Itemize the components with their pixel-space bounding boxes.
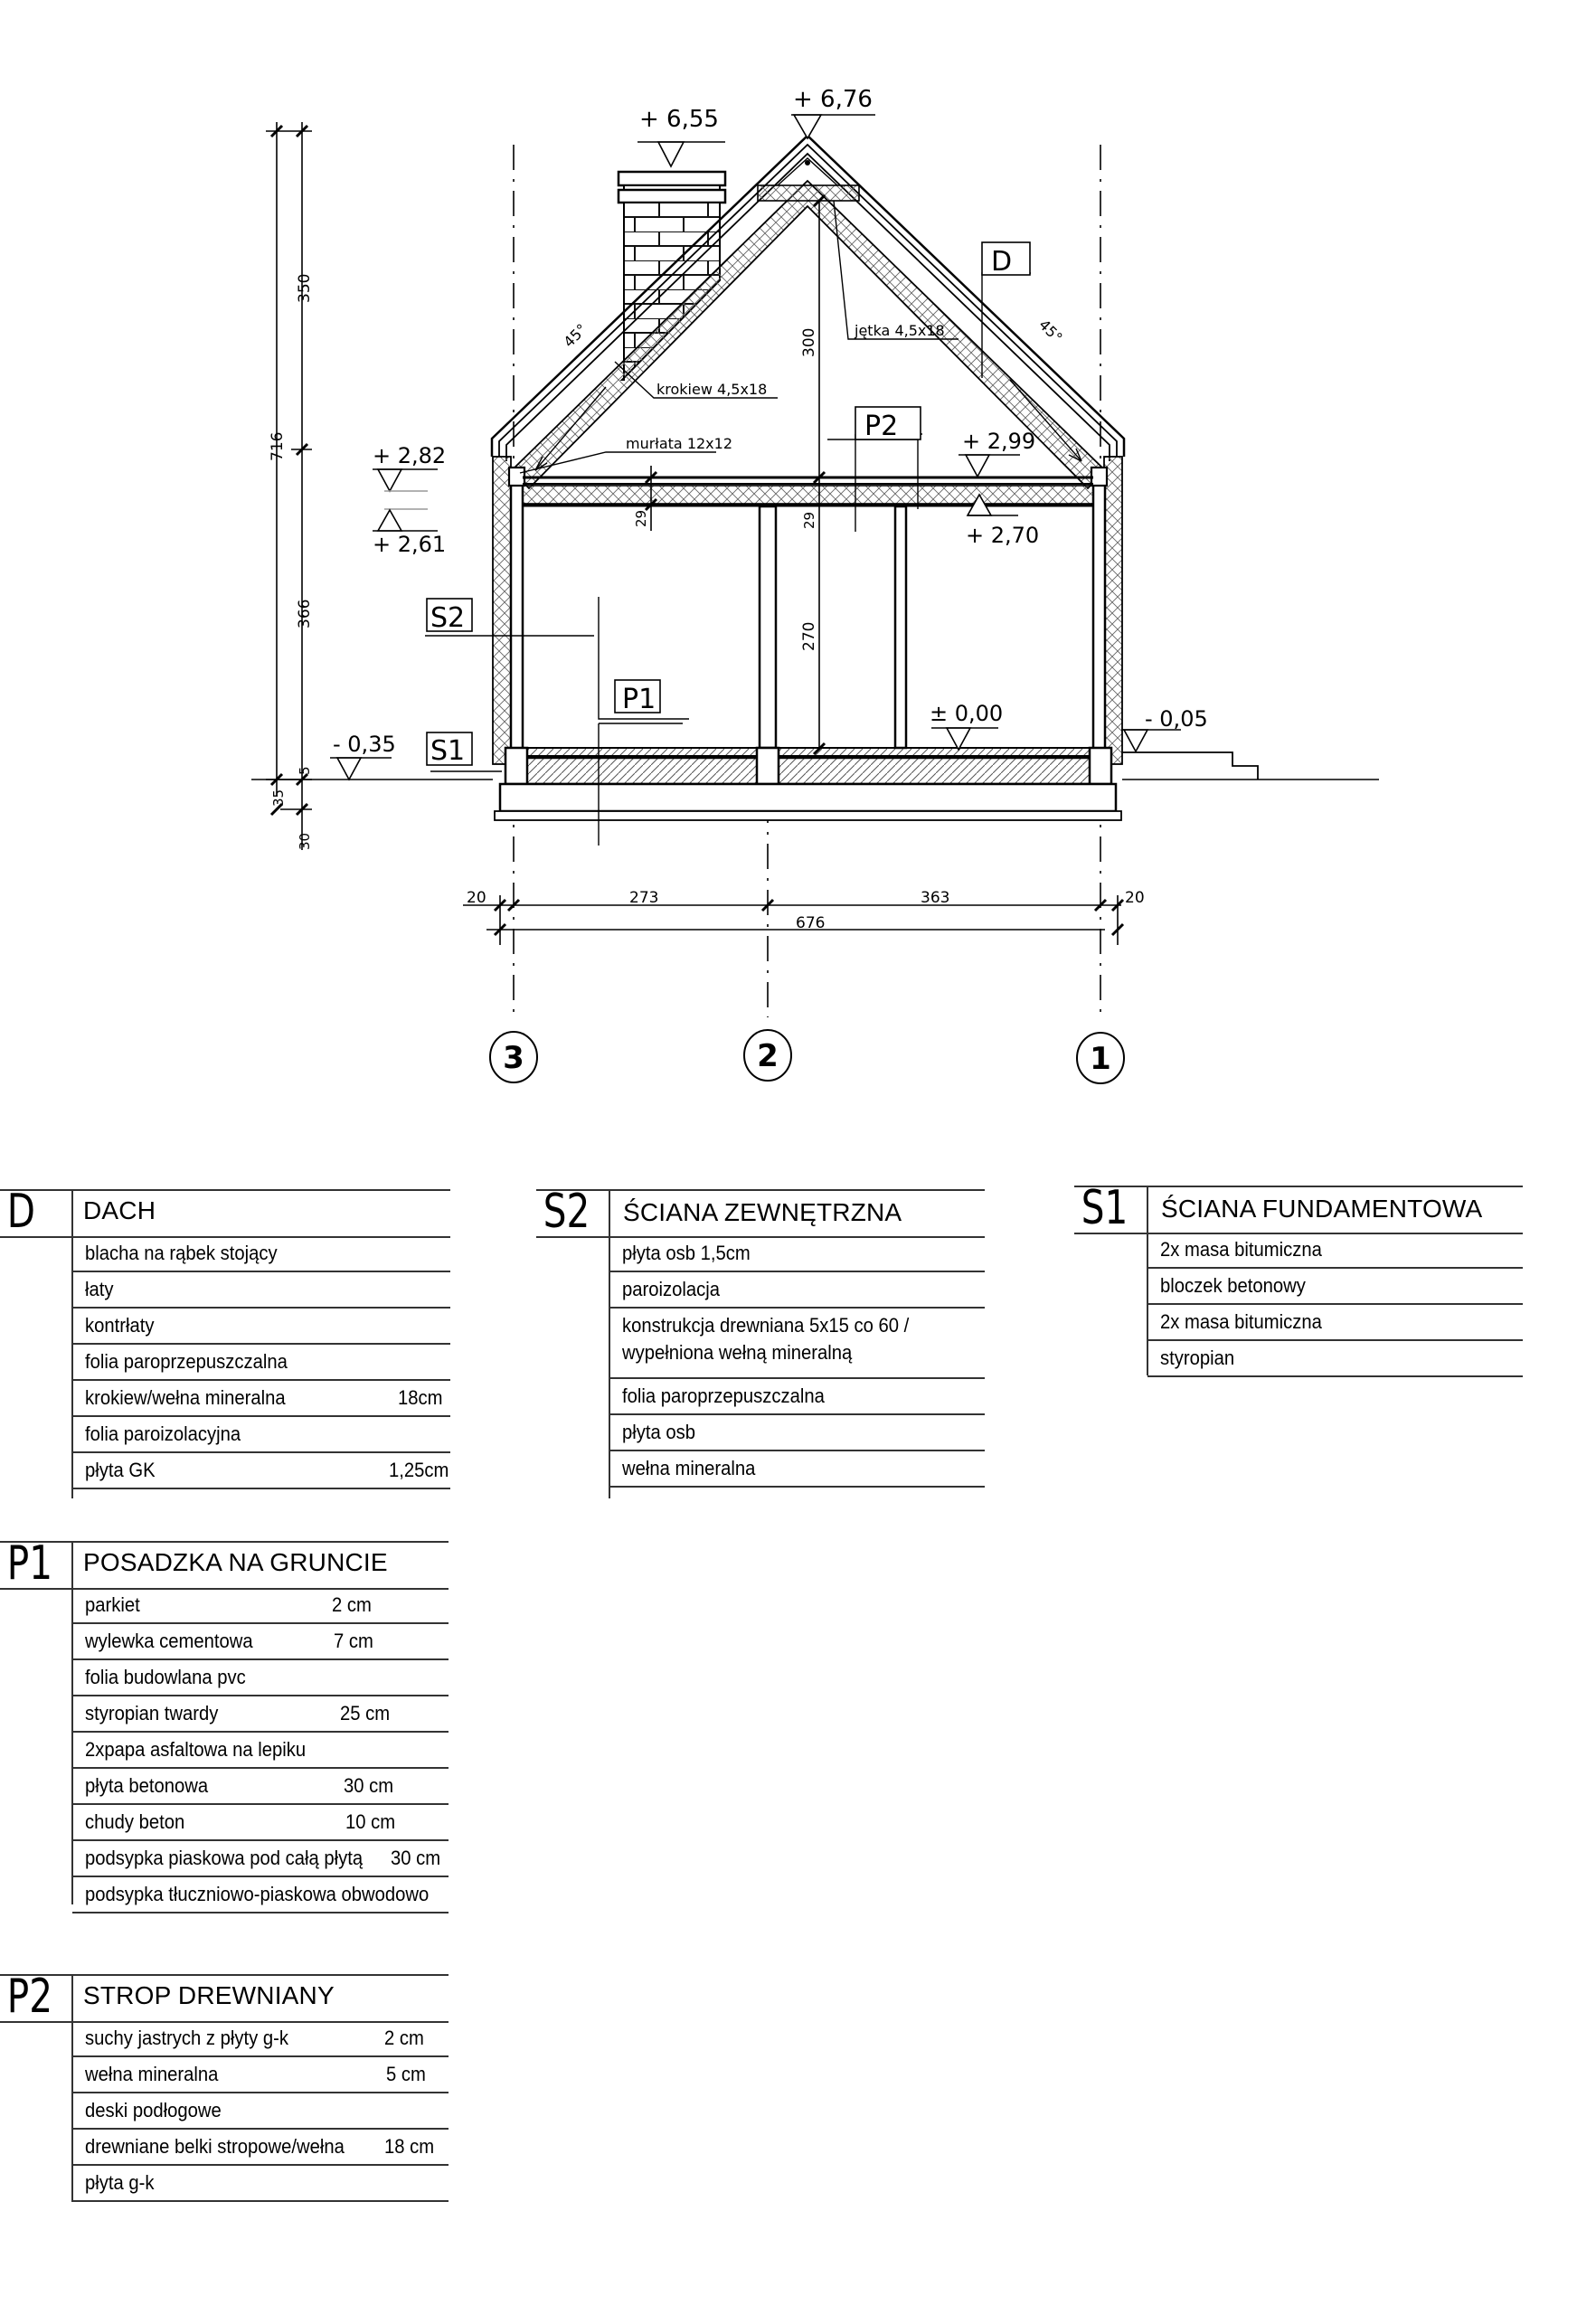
spec-row-label: wełna mineralna xyxy=(85,2063,219,2085)
spec-row xyxy=(72,2130,449,2166)
spec-row xyxy=(609,1415,985,1451)
spec-rows xyxy=(609,1236,985,1488)
spec-row-label: łaty xyxy=(85,1278,114,1300)
spec-row xyxy=(72,1805,449,1841)
spec-row xyxy=(72,1236,450,1272)
spec-row-label: bloczek betonowy xyxy=(1160,1274,1306,1297)
dim-roof-height: 350 xyxy=(296,273,314,303)
spec-code: P2 xyxy=(6,1970,53,2024)
spec-header-line xyxy=(0,1185,450,1239)
dim-total-width: 676 xyxy=(796,914,826,932)
spec-row-label: chudy beton xyxy=(85,1810,185,1833)
spec-row-label: paroizolacja xyxy=(622,1278,721,1300)
spec-row xyxy=(72,2166,449,2202)
spec-row xyxy=(72,1733,449,1769)
spec-row xyxy=(72,1453,450,1489)
spec-row-label: podsypka tłuczniowo-piaskowa obwodowo xyxy=(85,1883,430,1905)
dim-wall-height: 366 xyxy=(296,599,314,628)
dim-ceiling-center: 29 xyxy=(801,511,817,529)
level-left-upper: + 2,82 xyxy=(373,443,447,468)
spec-row xyxy=(72,1769,449,1805)
dim-span-right: 363 xyxy=(921,889,950,907)
spec-title: STROP DREWNIANY xyxy=(83,1981,335,2009)
spec-row-label: konstrukcja drewniana 5x15 co 60 / wypełniona wełną mineralną xyxy=(622,1314,910,1364)
spec-row-label: wełna mineralna xyxy=(622,1457,756,1479)
tag-roof: D xyxy=(991,246,1013,278)
bottom-dimensions xyxy=(463,895,1123,945)
spec-row xyxy=(72,1272,450,1309)
callout-wall-plate: murłata 12x12 xyxy=(626,435,733,452)
spec-row xyxy=(609,1379,985,1415)
spec-row xyxy=(72,1841,449,1877)
spec-row xyxy=(1147,1305,1523,1341)
spec-row-value: 2 cm xyxy=(384,2027,424,2049)
spec-row-label: styropian twardy xyxy=(85,1702,219,1724)
spec-rows xyxy=(1147,1233,1523,1377)
spec-row-label: wylewka cementowa xyxy=(85,1630,253,1652)
tag-foundation-wall: S1 xyxy=(430,735,466,767)
spec-row xyxy=(1147,1233,1523,1269)
spec-row-label: folia budowlana pvc xyxy=(85,1666,246,1688)
roof-angle-right: 45° xyxy=(1035,316,1066,346)
level-ceiling-top: + 2,99 xyxy=(962,429,1036,454)
spec-row xyxy=(609,1309,985,1379)
tag-ceiling: P2 xyxy=(864,411,899,442)
callout-collar-beam: jętka 4,5x18 xyxy=(855,322,945,339)
dim-room-height: 270 xyxy=(800,621,818,651)
spec-row-label: 2xpapa asfaltowa na lepiku xyxy=(85,1738,307,1761)
level-chimney-top: + 6,55 xyxy=(639,106,719,133)
spec-row-label: styropian xyxy=(1160,1346,1235,1369)
callout-rafter: krokiew 4,5x18 xyxy=(656,381,768,398)
spec-code: D xyxy=(6,1185,36,1239)
spec-row-value: 25 cm xyxy=(340,1702,391,1724)
partition-walls xyxy=(760,506,906,748)
spec-table-external-wall xyxy=(536,1185,988,1501)
spec-row-label: kontrłaty xyxy=(85,1314,155,1337)
tag-floor: P1 xyxy=(622,684,656,715)
dim-span-left: 273 xyxy=(629,889,659,907)
spec-row-label: drewniane belki stropowe/wełna xyxy=(85,2135,345,2158)
spec-row-label: płyta g-k xyxy=(85,2171,155,2194)
spec-row-value: 7 cm xyxy=(334,1630,373,1652)
spec-row-label: folia paroprzepuszczalna xyxy=(622,1384,825,1407)
spec-table-ground-floor xyxy=(0,1536,450,1912)
level-ceiling-bottom: + 2,70 xyxy=(966,523,1040,548)
axis-label-2: 2 xyxy=(757,1038,779,1074)
dim-right-offset: 20 xyxy=(1125,889,1145,907)
spec-row xyxy=(1147,1341,1523,1377)
spec-row-label: folia paroizolacyjna xyxy=(85,1422,241,1445)
spec-row-label: płyta betonowa xyxy=(85,1774,209,1797)
spec-row-value: 5 cm xyxy=(386,2063,426,2085)
spec-rows xyxy=(72,1588,449,1913)
spec-table-roof xyxy=(0,1185,450,1501)
spec-row-value: 1,25cm xyxy=(389,1459,449,1481)
spec-row xyxy=(72,1696,449,1733)
spec-row xyxy=(72,2021,449,2057)
spec-title: ŚCIANA FUNDAMENTOWA xyxy=(1161,1195,1483,1223)
spec-row xyxy=(72,1345,450,1381)
spec-row xyxy=(72,2093,449,2130)
ceiling-slab xyxy=(523,477,1093,506)
spec-row-label: krokiew/wełna mineralna xyxy=(85,1386,286,1409)
level-ground-right: - 0,05 xyxy=(1145,706,1208,732)
spec-table-foundation-wall xyxy=(1074,1181,1526,1389)
spec-row xyxy=(72,1381,450,1417)
spec-row xyxy=(72,2057,449,2093)
spec-row-label: płyta GK xyxy=(85,1459,156,1481)
spec-row-label: blacha na rąbek stojący xyxy=(85,1242,278,1264)
spec-row xyxy=(72,1624,449,1660)
spec-row-label: suchy jastrych z płyty g-k xyxy=(85,2027,288,2049)
spec-row xyxy=(72,1588,449,1624)
spec-row xyxy=(609,1236,985,1272)
spec-row xyxy=(72,1877,449,1913)
cross-section-drawing xyxy=(0,0,1596,1139)
spec-rows xyxy=(72,1236,450,1489)
spec-row-value: 10 cm xyxy=(345,1810,396,1833)
spec-row-label: 2x masa bitumiczna xyxy=(1160,1238,1322,1261)
spec-row xyxy=(609,1451,985,1488)
level-ground-left: - 0,35 xyxy=(333,732,396,757)
spec-row-label: folia paroprzepuszczalna xyxy=(85,1350,288,1373)
spec-row-label: podsypka piaskowa pod całą płytą xyxy=(85,1847,364,1869)
spec-title: POSADZKA NA GRUNCIE xyxy=(83,1548,388,1576)
roof-angle-left: 45° xyxy=(560,320,590,351)
tag-external-wall: S2 xyxy=(430,602,466,634)
dim-left-offset: 20 xyxy=(467,889,486,907)
dim-total-height: 716 xyxy=(269,431,287,461)
level-floor-zero: ± 0,00 xyxy=(930,701,1004,726)
spec-row xyxy=(609,1272,985,1309)
spec-row-value: 2 cm xyxy=(332,1593,372,1616)
dim-footing: 30 xyxy=(297,832,313,850)
spec-row-value: 18 cm xyxy=(384,2135,435,2158)
dim-foundation: 35 xyxy=(270,789,287,807)
axis-label-3: 3 xyxy=(503,1040,524,1076)
spec-row xyxy=(72,1309,450,1345)
spec-table-timber-ceiling xyxy=(0,1970,450,2209)
axis-label-1: 1 xyxy=(1090,1041,1111,1077)
spec-row-label: płyta osb xyxy=(622,1421,696,1443)
spec-row-label: parkiet xyxy=(85,1593,140,1616)
spec-row xyxy=(72,1660,449,1696)
dim-ceiling-left: 29 xyxy=(633,509,649,527)
spec-row-label: deski podłogowe xyxy=(85,2099,222,2121)
spec-row-value: 30 cm xyxy=(344,1774,394,1797)
spec-code: S1 xyxy=(1081,1181,1129,1235)
spec-row-label: płyta osb 1,5cm xyxy=(622,1242,751,1264)
spec-code: P1 xyxy=(6,1536,53,1591)
spec-rows xyxy=(72,2021,449,2202)
spec-code: S2 xyxy=(543,1185,590,1239)
spec-row xyxy=(72,1417,450,1453)
dim-attic-height: 300 xyxy=(800,327,818,357)
spec-row-value: 30 cm xyxy=(391,1847,441,1869)
level-ridge: + 6,76 xyxy=(793,86,873,113)
spec-title: DACH xyxy=(83,1196,156,1224)
dim-plinth: 5 xyxy=(297,766,313,775)
spec-row-label: 2x masa bitumiczna xyxy=(1160,1310,1322,1333)
axis-bubbles xyxy=(490,1030,1124,1083)
floor-slab xyxy=(495,748,1121,820)
level-left-lower: + 2,61 xyxy=(373,532,447,557)
spec-row-value: 18cm xyxy=(398,1386,443,1409)
left-dimension-chain xyxy=(266,122,312,850)
spec-title: ŚCIANA ZEWNĘTRZNA xyxy=(623,1198,902,1226)
spec-row xyxy=(1147,1269,1523,1305)
